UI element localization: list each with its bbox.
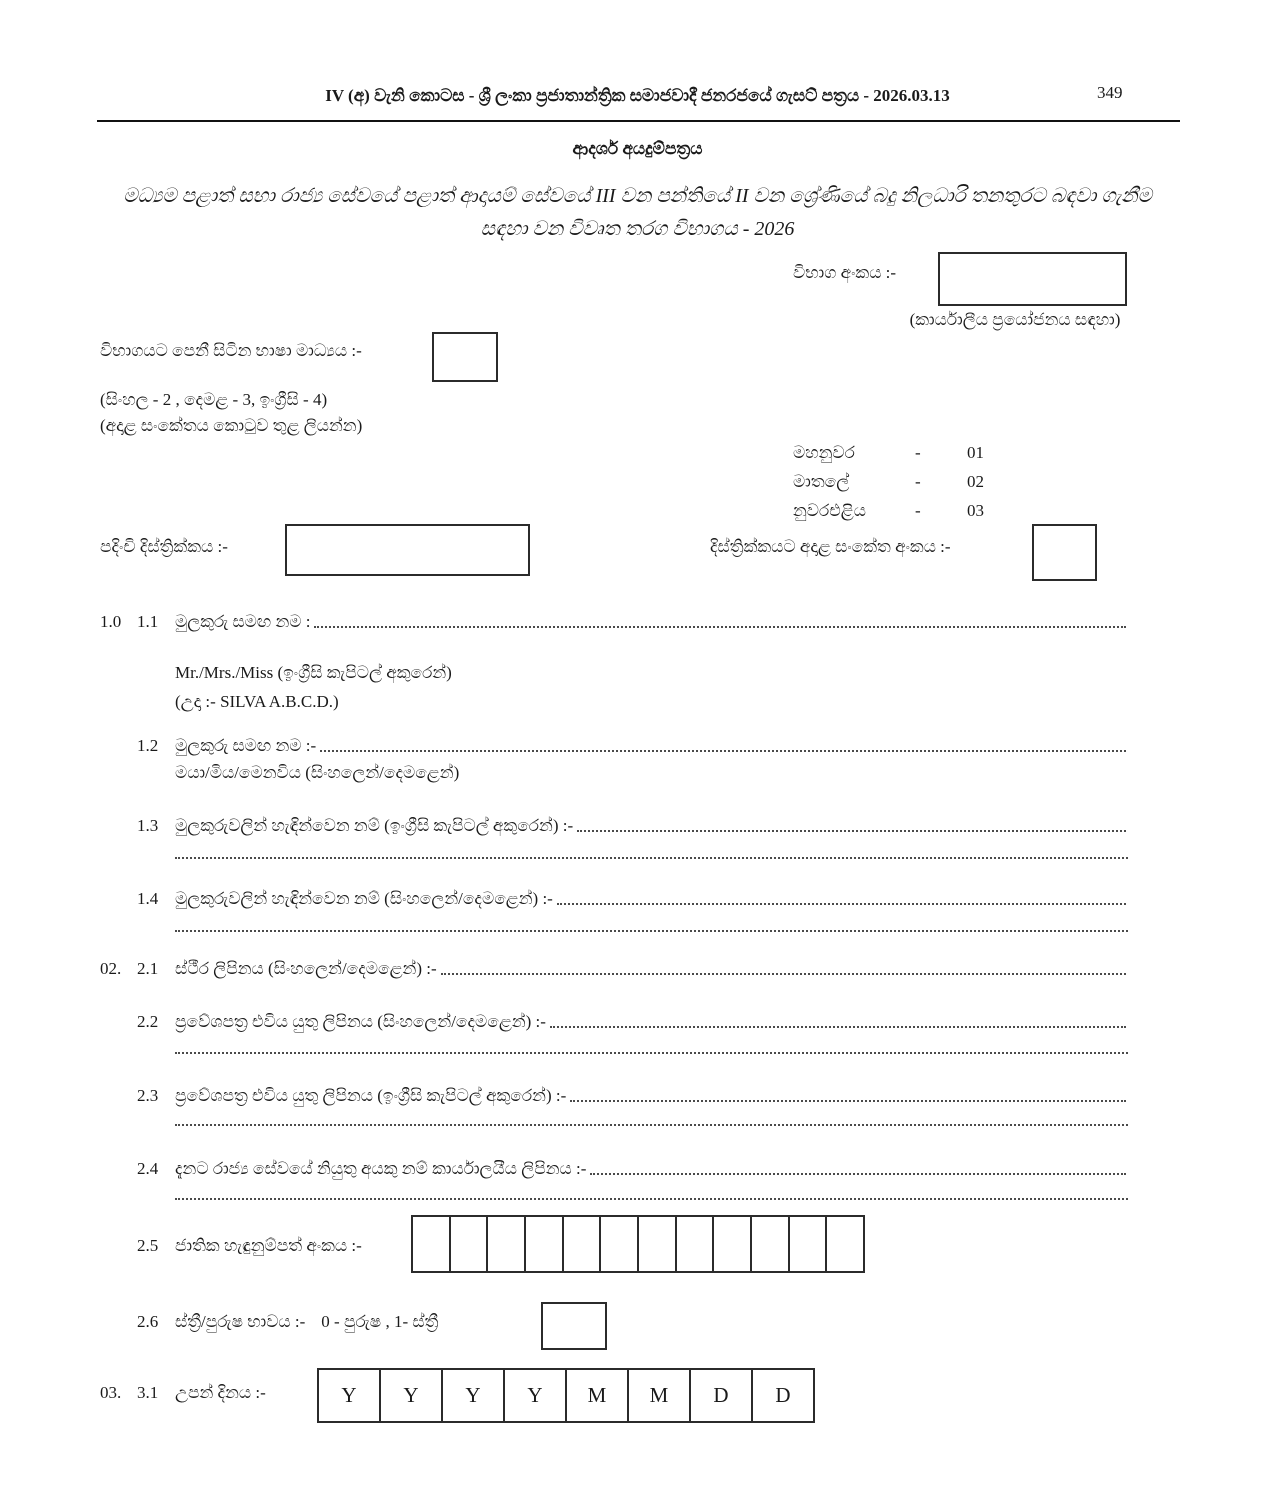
gender-box[interactable]	[541, 1302, 607, 1350]
district-dash: -	[915, 443, 921, 462]
item-number: 2.2	[137, 1012, 159, 1031]
district-row-matale	[793, 467, 1012, 496]
dob-cell-year[interactable]: Y	[505, 1370, 567, 1421]
field-permanent-address	[100, 959, 1128, 979]
nic-cell[interactable]	[413, 1217, 451, 1271]
field-office-address	[137, 1159, 1128, 1179]
gender-options: 0 - පුරුෂ , 1- ස්ත්‍රී	[321, 1312, 439, 1331]
dob-cell-year[interactable]: Y	[319, 1370, 381, 1421]
write-in-line[interactable]	[175, 1198, 1128, 1200]
nic-number-grid[interactable]	[411, 1215, 865, 1273]
dob-cell-month[interactable]: M	[629, 1370, 691, 1421]
write-in-line[interactable]	[550, 1026, 1126, 1028]
office-use-note: (කාර්යාලීය ප්‍රයෝජනය සඳහා)	[909, 310, 1121, 329]
item-number: 1.4	[137, 889, 159, 908]
section-number: 02.	[100, 959, 122, 978]
item-number: 2.6	[137, 1312, 159, 1331]
district-name: මාතලේ	[793, 472, 850, 491]
field-label: මුලකුරු සමඟ නම :-	[175, 736, 317, 755]
nic-cell[interactable]	[827, 1217, 863, 1271]
nic-cell[interactable]	[639, 1217, 677, 1271]
district-row-kandy	[793, 438, 1012, 467]
field-label: ජාතික හැඳුනුම්පත් අංකය :-	[175, 1236, 362, 1255]
language-medium-box[interactable]	[432, 332, 498, 382]
field-label: ප්‍රවේශපත්‍ර එවිය යුතු ලිපිනය (ඉංග්‍රීසි කැපිටල් අකුරෙන්) :-	[175, 1086, 567, 1105]
write-in-line[interactable]	[175, 1124, 1128, 1126]
write-in-line[interactable]	[175, 857, 1128, 859]
nic-cell[interactable]	[752, 1217, 790, 1271]
language-instruction-note: (අදාළ සංකේතය කොටුව තුළ ලියන්න)	[100, 416, 363, 435]
write-in-line[interactable]	[320, 750, 1126, 752]
form-title: ආදර්ශ අයදුම්පත්‍රය	[572, 139, 703, 158]
district-code-box[interactable]	[1032, 524, 1097, 581]
field-date-of-birth	[100, 1383, 268, 1403]
nic-cell[interactable]	[488, 1217, 526, 1271]
district-dash: -	[915, 472, 921, 491]
field-label: මුලකුරු සමඟ නම :	[175, 612, 311, 631]
nic-cell[interactable]	[526, 1217, 564, 1271]
write-in-line[interactable]	[577, 830, 1126, 832]
write-in-line[interactable]	[441, 973, 1126, 975]
district-row-nuwaraeliya	[793, 496, 1012, 525]
nic-cell[interactable]	[601, 1217, 639, 1271]
field-names-denoted-by-initials-english	[137, 816, 1128, 836]
write-in-line[interactable]	[175, 930, 1128, 932]
district-code: 03	[967, 501, 984, 520]
exam-number-label: විභාග අංකය :-	[793, 263, 897, 282]
residence-district-label: පදිංචි දිස්ත්‍රික්කය :-	[100, 537, 228, 556]
field-admission-address-sinhala	[137, 1012, 1128, 1032]
section-number: 1.0	[100, 612, 122, 631]
dob-cell-day[interactable]: D	[775, 1383, 791, 1407]
exam-title-line1: මධ්‍යම පළාත් සභා රාජ්‍ය සේවයේ පළාත් ආදායම් සේවයේ III වන පන්තියේ II වන ශ්‍රේණියේ බදු නිලධාරි තනතුරට බඳවා ගැනීම	[123, 185, 1152, 207]
nic-cell[interactable]	[564, 1217, 602, 1271]
field-label: ප්‍රවේශපත්‍ර එවිය යුතු ලිපිනය (සිංහලෙන්/දෙමළෙන්) :-	[175, 1012, 546, 1031]
item-number: 1.1	[137, 612, 159, 631]
write-in-line[interactable]	[570, 1100, 1126, 1102]
exam-number-box[interactable]	[938, 252, 1127, 306]
dob-cell-year[interactable]: Y	[443, 1370, 505, 1421]
district-code-list	[793, 438, 1012, 525]
item-number: 1.3	[137, 816, 159, 835]
field-names-denoted-by-initials-sinhala	[137, 889, 1128, 909]
field-gender	[137, 1312, 440, 1332]
item-number: 3.1	[137, 1383, 159, 1402]
write-in-line[interactable]	[590, 1173, 1126, 1175]
field-label: ස්ත්‍රී/පුරුෂ භාවය :-	[175, 1312, 306, 1331]
district-code: 02	[967, 472, 984, 491]
dob-grid[interactable]	[317, 1368, 815, 1423]
nic-cell[interactable]	[677, 1217, 715, 1271]
district-code-label: දිස්ත්‍රික්කයට අදාළ සංකේත අංකය :-	[710, 537, 951, 556]
item-number: 2.4	[137, 1159, 159, 1178]
write-in-line[interactable]	[557, 903, 1126, 905]
item-number: 1.2	[137, 736, 159, 755]
nic-cell[interactable]	[714, 1217, 752, 1271]
district-dash: -	[915, 501, 921, 520]
field-label: මුලකුරුවලින් හැඳින්වෙන නම් (සිංහලෙන්/දෙමළෙන්) :-	[175, 889, 553, 908]
page-number: 349	[1097, 83, 1123, 102]
nic-cell[interactable]	[790, 1217, 828, 1271]
field-name-with-initials-english	[100, 612, 1128, 632]
language-medium-label: විභාගයට පෙනී සිටින භාෂා මාධ්‍යය :-	[100, 341, 362, 360]
write-in-line[interactable]	[175, 1052, 1128, 1054]
dob-cell-year[interactable]: Y	[381, 1370, 443, 1421]
field-note: මයා/මිය/මෙනවිය (සිංහලෙන්/දෙමළෙන්)	[175, 763, 460, 782]
gazette-header: IV (අ) වැනි කොටස - ශ්‍රී ලංකා ප්‍රජාතාන්ත්‍රික සමාජවාදී ජනරජයේ ගැසට් පත්‍රය - 2026.03.13	[325, 86, 950, 105]
exam-title-line2: සඳහා වන විවෘත තරග විභාගය - 2026	[480, 218, 795, 240]
section-number: 03.	[100, 1383, 122, 1402]
residence-district-box[interactable]	[285, 524, 530, 576]
field-label: මුලකුරුවලින් හැඳින්වෙන නම් (ඉංග්‍රීසි කැපිටල් අකුරෙන්) :-	[175, 816, 574, 835]
item-number: 2.1	[137, 959, 159, 978]
nic-cell[interactable]	[451, 1217, 489, 1271]
field-label: ස්ථීර ලිපිනය (සිංහලෙන්/දෙමළෙන්) :-	[175, 959, 437, 978]
field-label: දැනට රාජ්‍ය සේවයේ නියුතු අයකු නම් කාර්යාලයීය ලිපිනය :-	[175, 1159, 587, 1178]
write-in-line[interactable]	[314, 626, 1126, 628]
field-note: Mr./Mrs./Miss (ඉංග්‍රීසි කැපිටල් අකුරෙන්)	[175, 663, 452, 682]
language-codes-note: (සිංහල - 2 , දෙමළ - 3, ඉංග්‍රීසි - 4)	[100, 390, 328, 409]
header-rule	[97, 120, 1180, 122]
dob-cell-day[interactable]: D	[691, 1370, 753, 1421]
district-name: නුවරඑළිය	[793, 501, 866, 520]
district-name: මහනුවර	[793, 443, 855, 462]
district-code: 01	[967, 443, 984, 462]
dob-cell-month[interactable]: M	[567, 1370, 629, 1421]
item-number: 2.3	[137, 1086, 159, 1105]
field-label: උපන් දිනය :-	[175, 1383, 266, 1402]
field-example-note: (උදා :- SILVA A.B.C.D.)	[175, 692, 339, 711]
field-name-with-initials-sinhala	[137, 736, 1128, 756]
field-admission-address-english	[137, 1086, 1128, 1106]
item-number: 2.5	[137, 1236, 159, 1255]
field-nic-number	[137, 1236, 364, 1256]
